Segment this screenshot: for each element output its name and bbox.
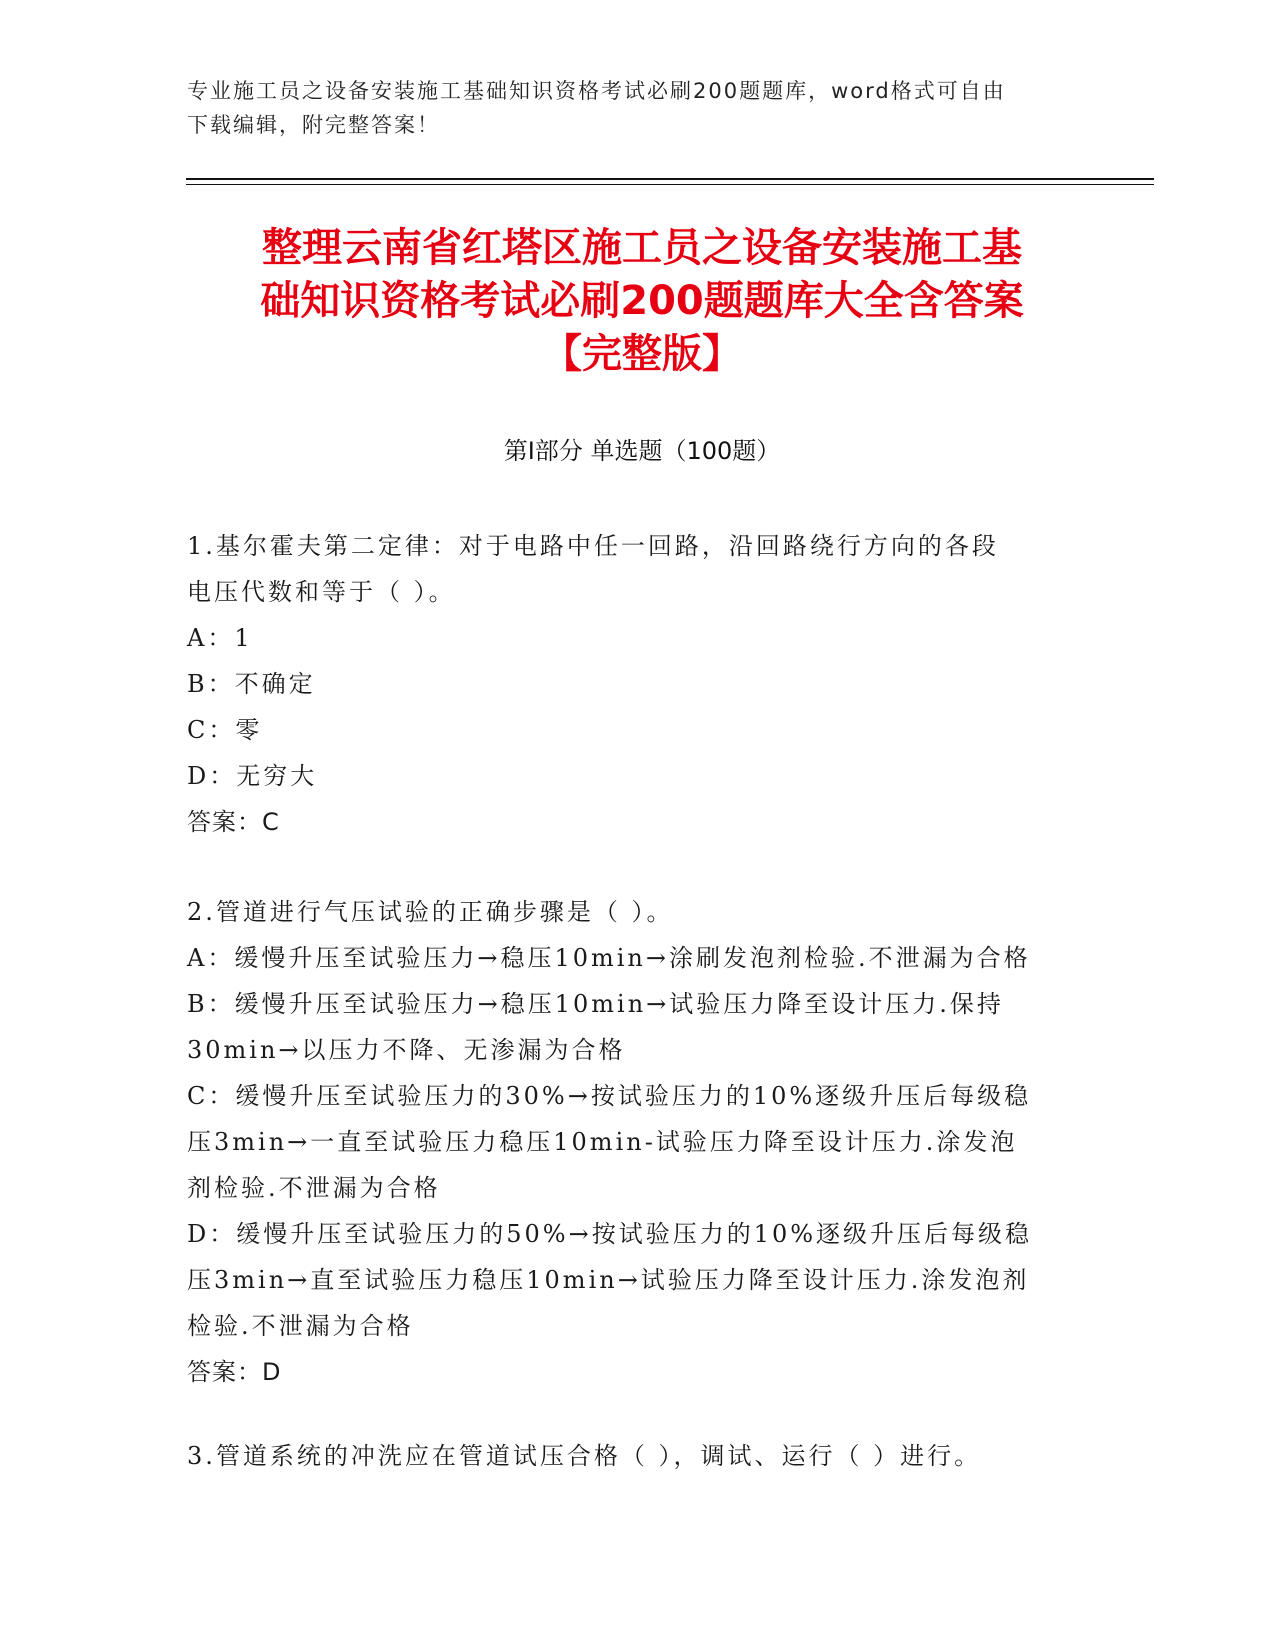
option-c: C：零 <box>187 716 263 744</box>
question-1 <box>187 523 1077 845</box>
option-a: A：1 <box>187 624 253 652</box>
header-note-line-1: 专业施工员之设备安装施工基础知识资格考试必刷200题题库，word格式可自由 <box>187 79 1006 103</box>
document-title-line-3: 【完整版】 <box>542 331 742 377</box>
option-d-continued: 检验.不泄漏为合格 <box>187 1312 414 1340</box>
question-stem-line: 3.管道系统的冲洗应在管道试压合格（ ），调试、运行（ ）进行。 <box>187 1442 982 1470</box>
document-title-line-1: 整理云南省红塔区施工员之设备安装施工基 <box>262 225 1022 271</box>
header-divider-thick <box>186 178 1154 180</box>
header-divider-thin <box>186 184 1154 185</box>
document-title <box>187 222 1097 381</box>
option-c-continued: 压3min→一直至试验压力稳压10min-试验压力降至设计压力.涂发泡 <box>187 1128 1018 1156</box>
question-2 <box>187 889 1077 1395</box>
answer-line: 答案：D <box>187 1358 282 1386</box>
option-a: A：缓慢升压至试验压力→稳压10min→涂刷发泡剂检验.不泄漏为合格 <box>187 944 1031 972</box>
option-b: B：缓慢升压至试验压力→稳压10min→试验压力降至设计压力.保持 <box>187 990 1004 1018</box>
header-note-line-2: 下载编辑，附完整答案！ <box>187 113 440 137</box>
section-title: 第Ⅰ部分 单选题（100题） <box>503 437 781 465</box>
option-d: D：无穷大 <box>187 762 318 790</box>
option-c-continued: 剂检验.不泄漏为合格 <box>187 1174 441 1202</box>
option-d-continued: 压3min→直至试验压力稳压10min→试验压力降至设计压力.涂发泡剂 <box>187 1266 1030 1294</box>
question-stem-line: 电压代数和等于（ ）。 <box>187 578 456 606</box>
option-b: B：不确定 <box>187 670 316 698</box>
option-d: D：缓慢升压至试验压力的50%→按试验压力的10%逐级升压后每级稳 <box>187 1220 1033 1248</box>
option-c: C：缓慢升压至试验压力的30%→按试验压力的10%逐级升压后每级稳 <box>187 1082 1032 1110</box>
option-b-continued: 30min→以压力不降、无渗漏为合格 <box>187 1036 626 1064</box>
answer-line: 答案：C <box>187 808 280 836</box>
question-3 <box>187 1433 1077 1479</box>
document-title-line-2: 础知识资格考试必刷200题题库大全含答案 <box>260 278 1024 324</box>
header-note <box>187 74 1087 142</box>
question-stem-line: 2.管道进行气压试验的正确步骤是（ ）。 <box>187 898 674 926</box>
question-stem-line: 1.基尔霍夫第二定律：对于电路中任一回路，沿回路绕行方向的各段 <box>187 532 999 560</box>
